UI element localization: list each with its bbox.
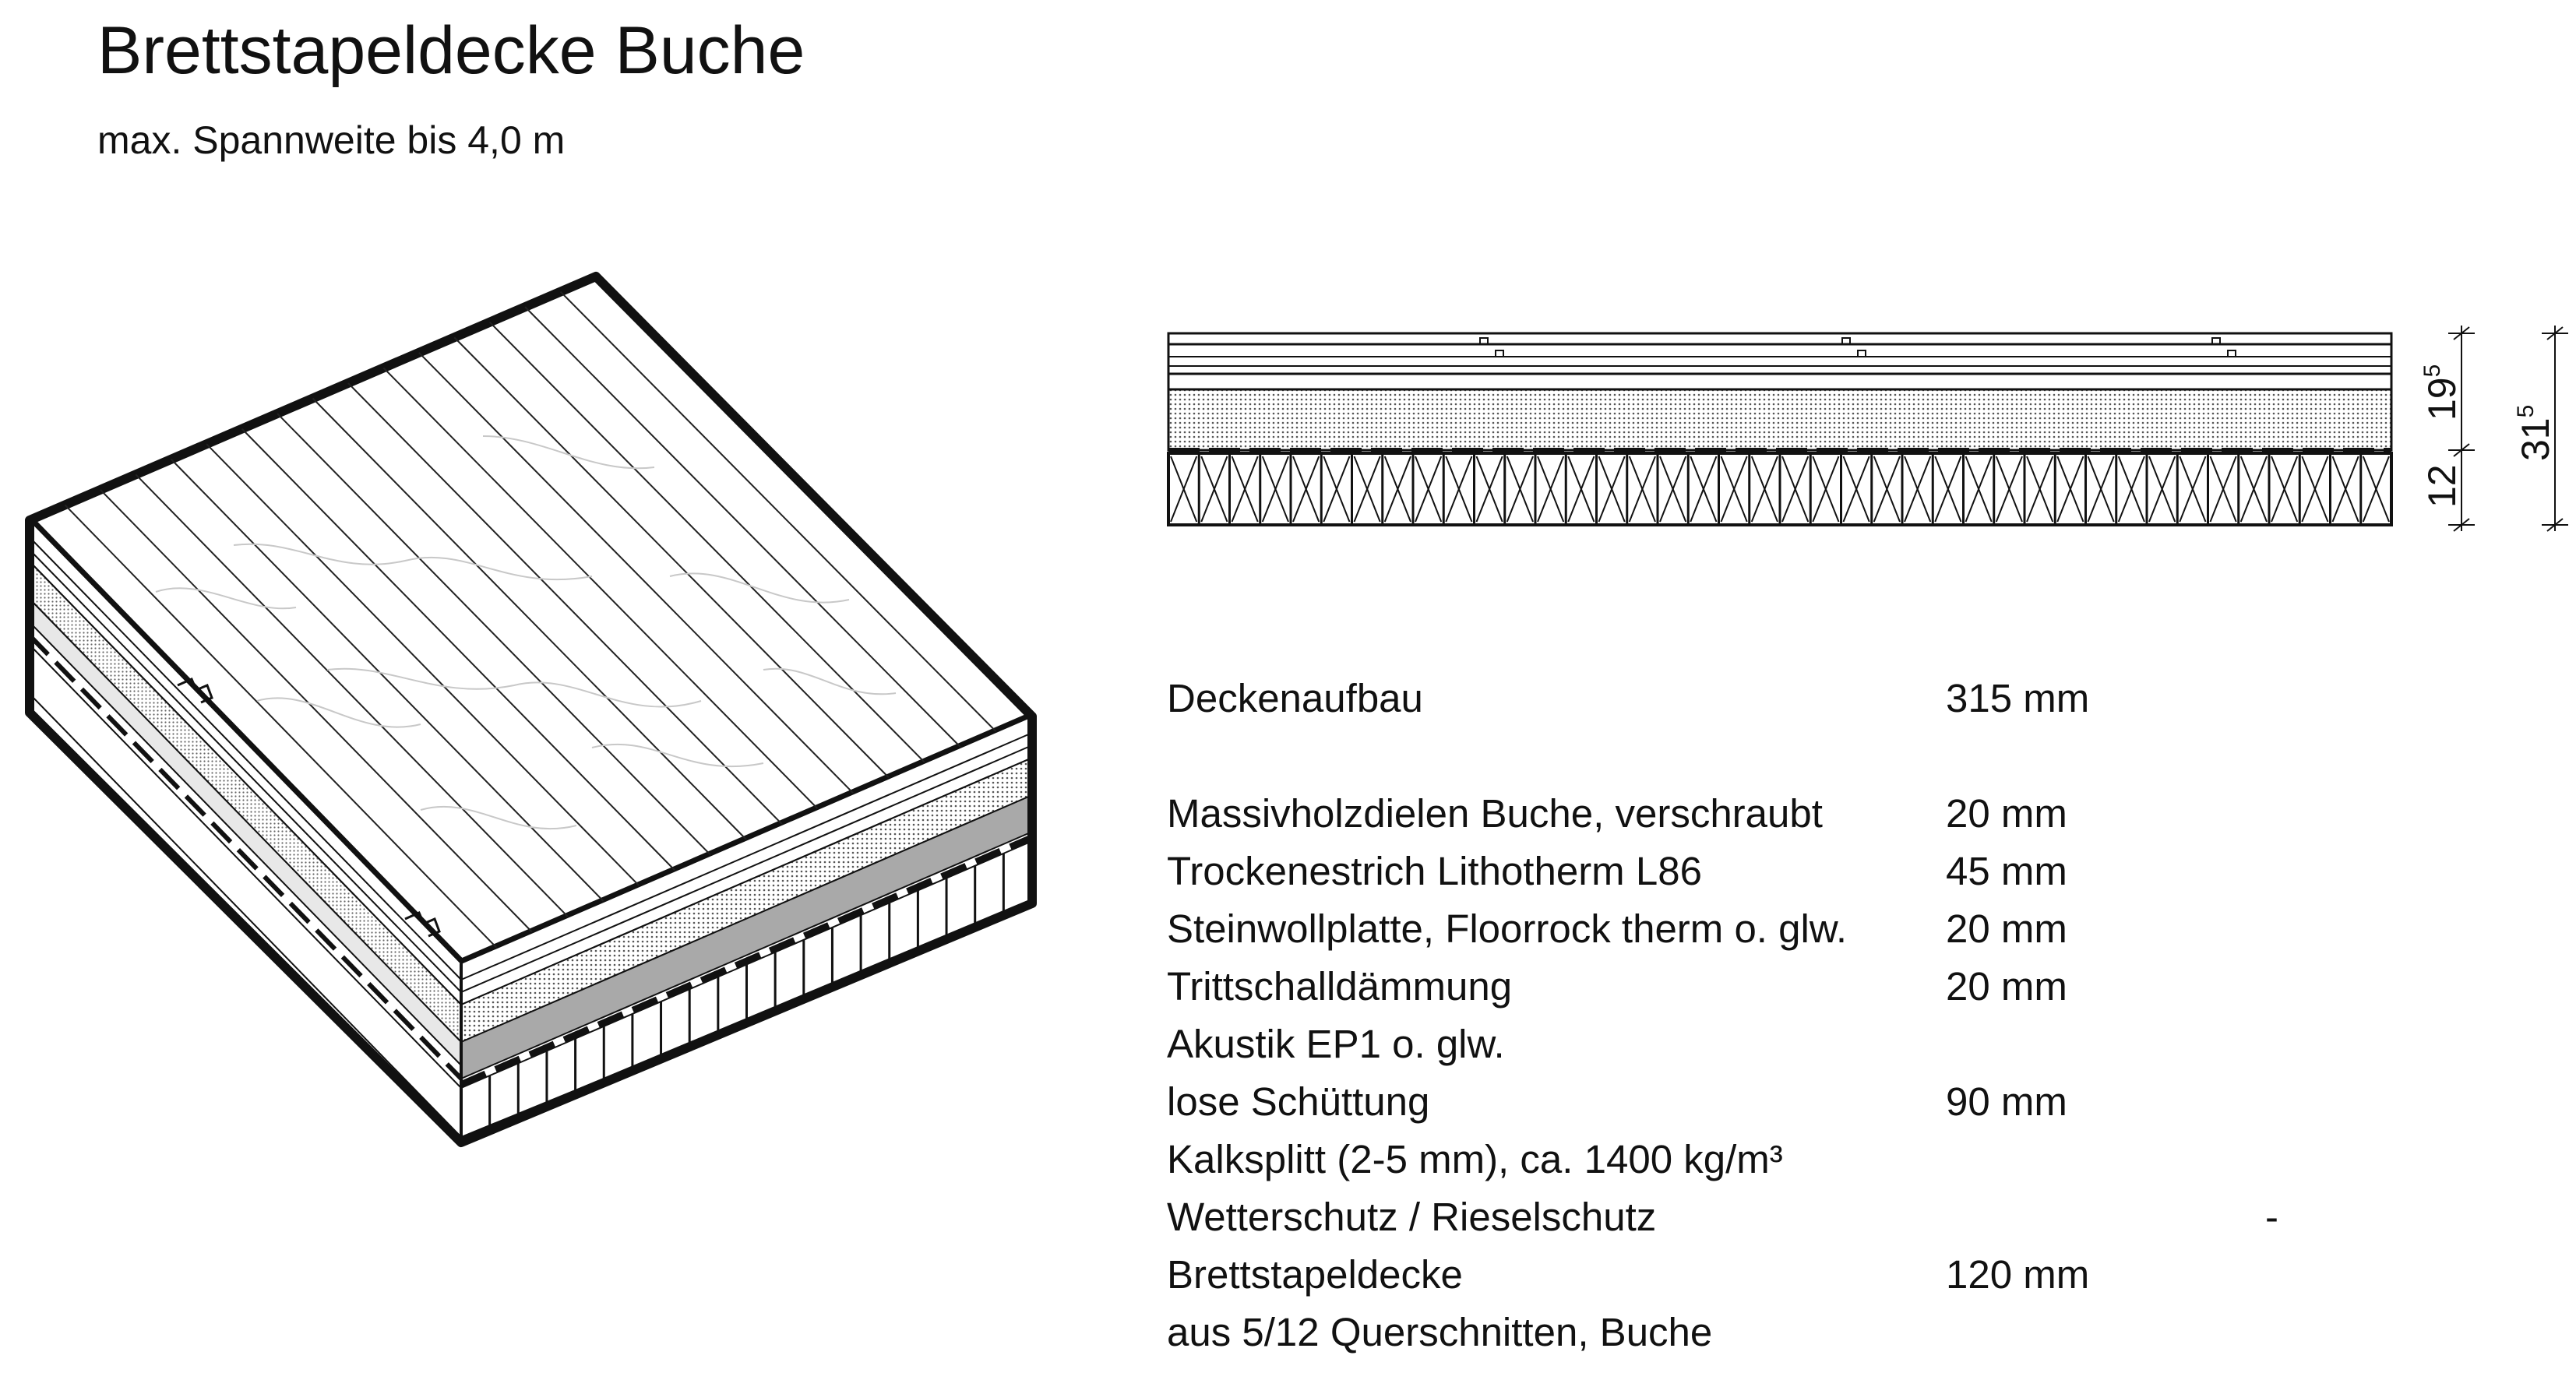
spec-row-label: Akustik EP1 o. glw. bbox=[1167, 1022, 1505, 1066]
spec-row bbox=[1167, 1073, 2569, 1131]
spec-row bbox=[1167, 958, 2569, 1016]
dim-slab: 12 bbox=[2420, 464, 2464, 508]
spec-header bbox=[1167, 670, 2569, 727]
spec-row bbox=[1167, 785, 2569, 843]
dim-total: $31^5$ bbox=[2513, 404, 2557, 461]
spec-row bbox=[1167, 1304, 2569, 1361]
spec-row-value: 20 mm bbox=[1946, 791, 2067, 836]
page-subtitle: max. Spannweite bis 4,0 m bbox=[97, 118, 566, 162]
isometric-view bbox=[30, 276, 1032, 1142]
spec-row bbox=[1167, 1246, 2569, 1304]
spec-header-label: Deckenaufbau bbox=[1167, 676, 1423, 720]
section-loose-fill bbox=[1168, 389, 2391, 450]
dim-upper-layers: $19^5$ bbox=[2419, 364, 2464, 421]
spec-row-label: Trockenestrich Lithotherm L86 bbox=[1167, 849, 1702, 893]
section-view bbox=[1168, 333, 2391, 525]
layer-specification bbox=[1167, 670, 2569, 1361]
spec-row bbox=[1167, 843, 2569, 900]
spec-row-value: 120 mm bbox=[1946, 1252, 2090, 1297]
spec-row-value: 20 mm bbox=[1946, 964, 2067, 1009]
spec-spacer bbox=[1167, 727, 2569, 785]
spec-row-label: Wetterschutz / Rieselschutz bbox=[1167, 1195, 1657, 1239]
spec-row bbox=[1167, 1188, 2569, 1246]
spec-row bbox=[1167, 900, 2569, 958]
spec-row-value: 90 mm bbox=[1946, 1079, 2067, 1124]
spec-row-value: 20 mm bbox=[1946, 906, 2067, 951]
spec-row-label: aus 5/12 Querschnitten, Buche bbox=[1167, 1310, 1713, 1354]
spec-row-label: Kalksplitt (2-5 mm), ca. 1400 kg/m³ bbox=[1167, 1137, 1783, 1181]
spec-header-value: 315 mm bbox=[1946, 676, 2090, 720]
spec-row-label: Trittschalldämmung bbox=[1167, 964, 1513, 1009]
spec-row bbox=[1167, 1131, 2569, 1188]
section-floorboards bbox=[1168, 333, 2391, 344]
spec-row-value: 45 mm bbox=[1946, 849, 2067, 893]
section-dry-screed bbox=[1168, 344, 2391, 374]
spec-row-label: Massivholzdielen Buche, verschraubt bbox=[1167, 791, 1823, 836]
section-stone-wool bbox=[1168, 374, 2391, 389]
spec-row-label: Brettstapeldecke bbox=[1167, 1252, 1463, 1297]
page-title: Brettstapeldecke Buche bbox=[97, 13, 805, 88]
spec-row-label: Steinwollplatte, Floorrock therm o. glw. bbox=[1167, 906, 1848, 951]
spec-row-extra: - bbox=[2265, 1195, 2278, 1239]
spec-row bbox=[1167, 1016, 2569, 1073]
spec-row-label: lose Schüttung bbox=[1167, 1079, 1430, 1124]
